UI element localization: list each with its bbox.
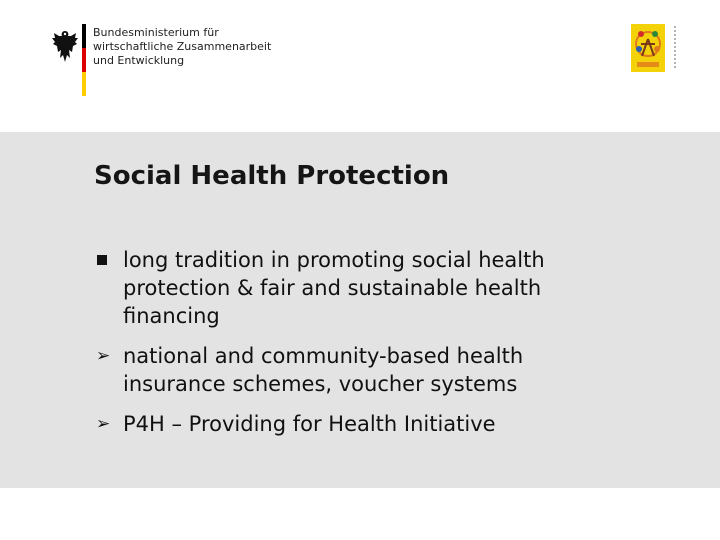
bullet-item-3 <box>94 410 654 438</box>
german-flag-bar <box>82 24 86 96</box>
header <box>0 0 720 132</box>
ministry-line-3: und Entwicklung <box>93 54 185 67</box>
bullet-item-1 <box>94 246 654 330</box>
arrow-bullet-icon: ➢ <box>96 414 111 434</box>
slide-title: Social Health Protection <box>94 161 450 191</box>
ministry-name <box>93 26 271 68</box>
flag-gold-stripe <box>82 72 86 96</box>
arrow-bullet-icon: ➢ <box>96 346 111 366</box>
bullet-1-line-2: protection & fair and sustainable health <box>123 276 542 300</box>
flag-red-stripe <box>82 48 86 72</box>
bullet-2-line-1: national and community-based health <box>123 344 524 368</box>
ministry-line-2: wirtschaftliche Zusammenarbeit <box>93 40 272 53</box>
flag-black-stripe <box>82 24 86 48</box>
bullet-2-line-2: insurance schemes, voucher systems <box>123 372 518 396</box>
bullet-list <box>94 246 654 438</box>
bullet-3-line-1: P4H – Providing for Health Initiative <box>123 412 496 436</box>
bullet-1-line-3: financing <box>123 304 220 328</box>
one-world-logo <box>627 22 685 76</box>
square-bullet-icon <box>94 246 116 274</box>
ministry-line-1: Bundesministerium für <box>93 26 219 39</box>
bullet-1-line-1: long tradition in promoting social health <box>123 248 545 272</box>
bullet-item-2 <box>94 342 654 398</box>
federal-eagle-icon <box>50 28 80 66</box>
